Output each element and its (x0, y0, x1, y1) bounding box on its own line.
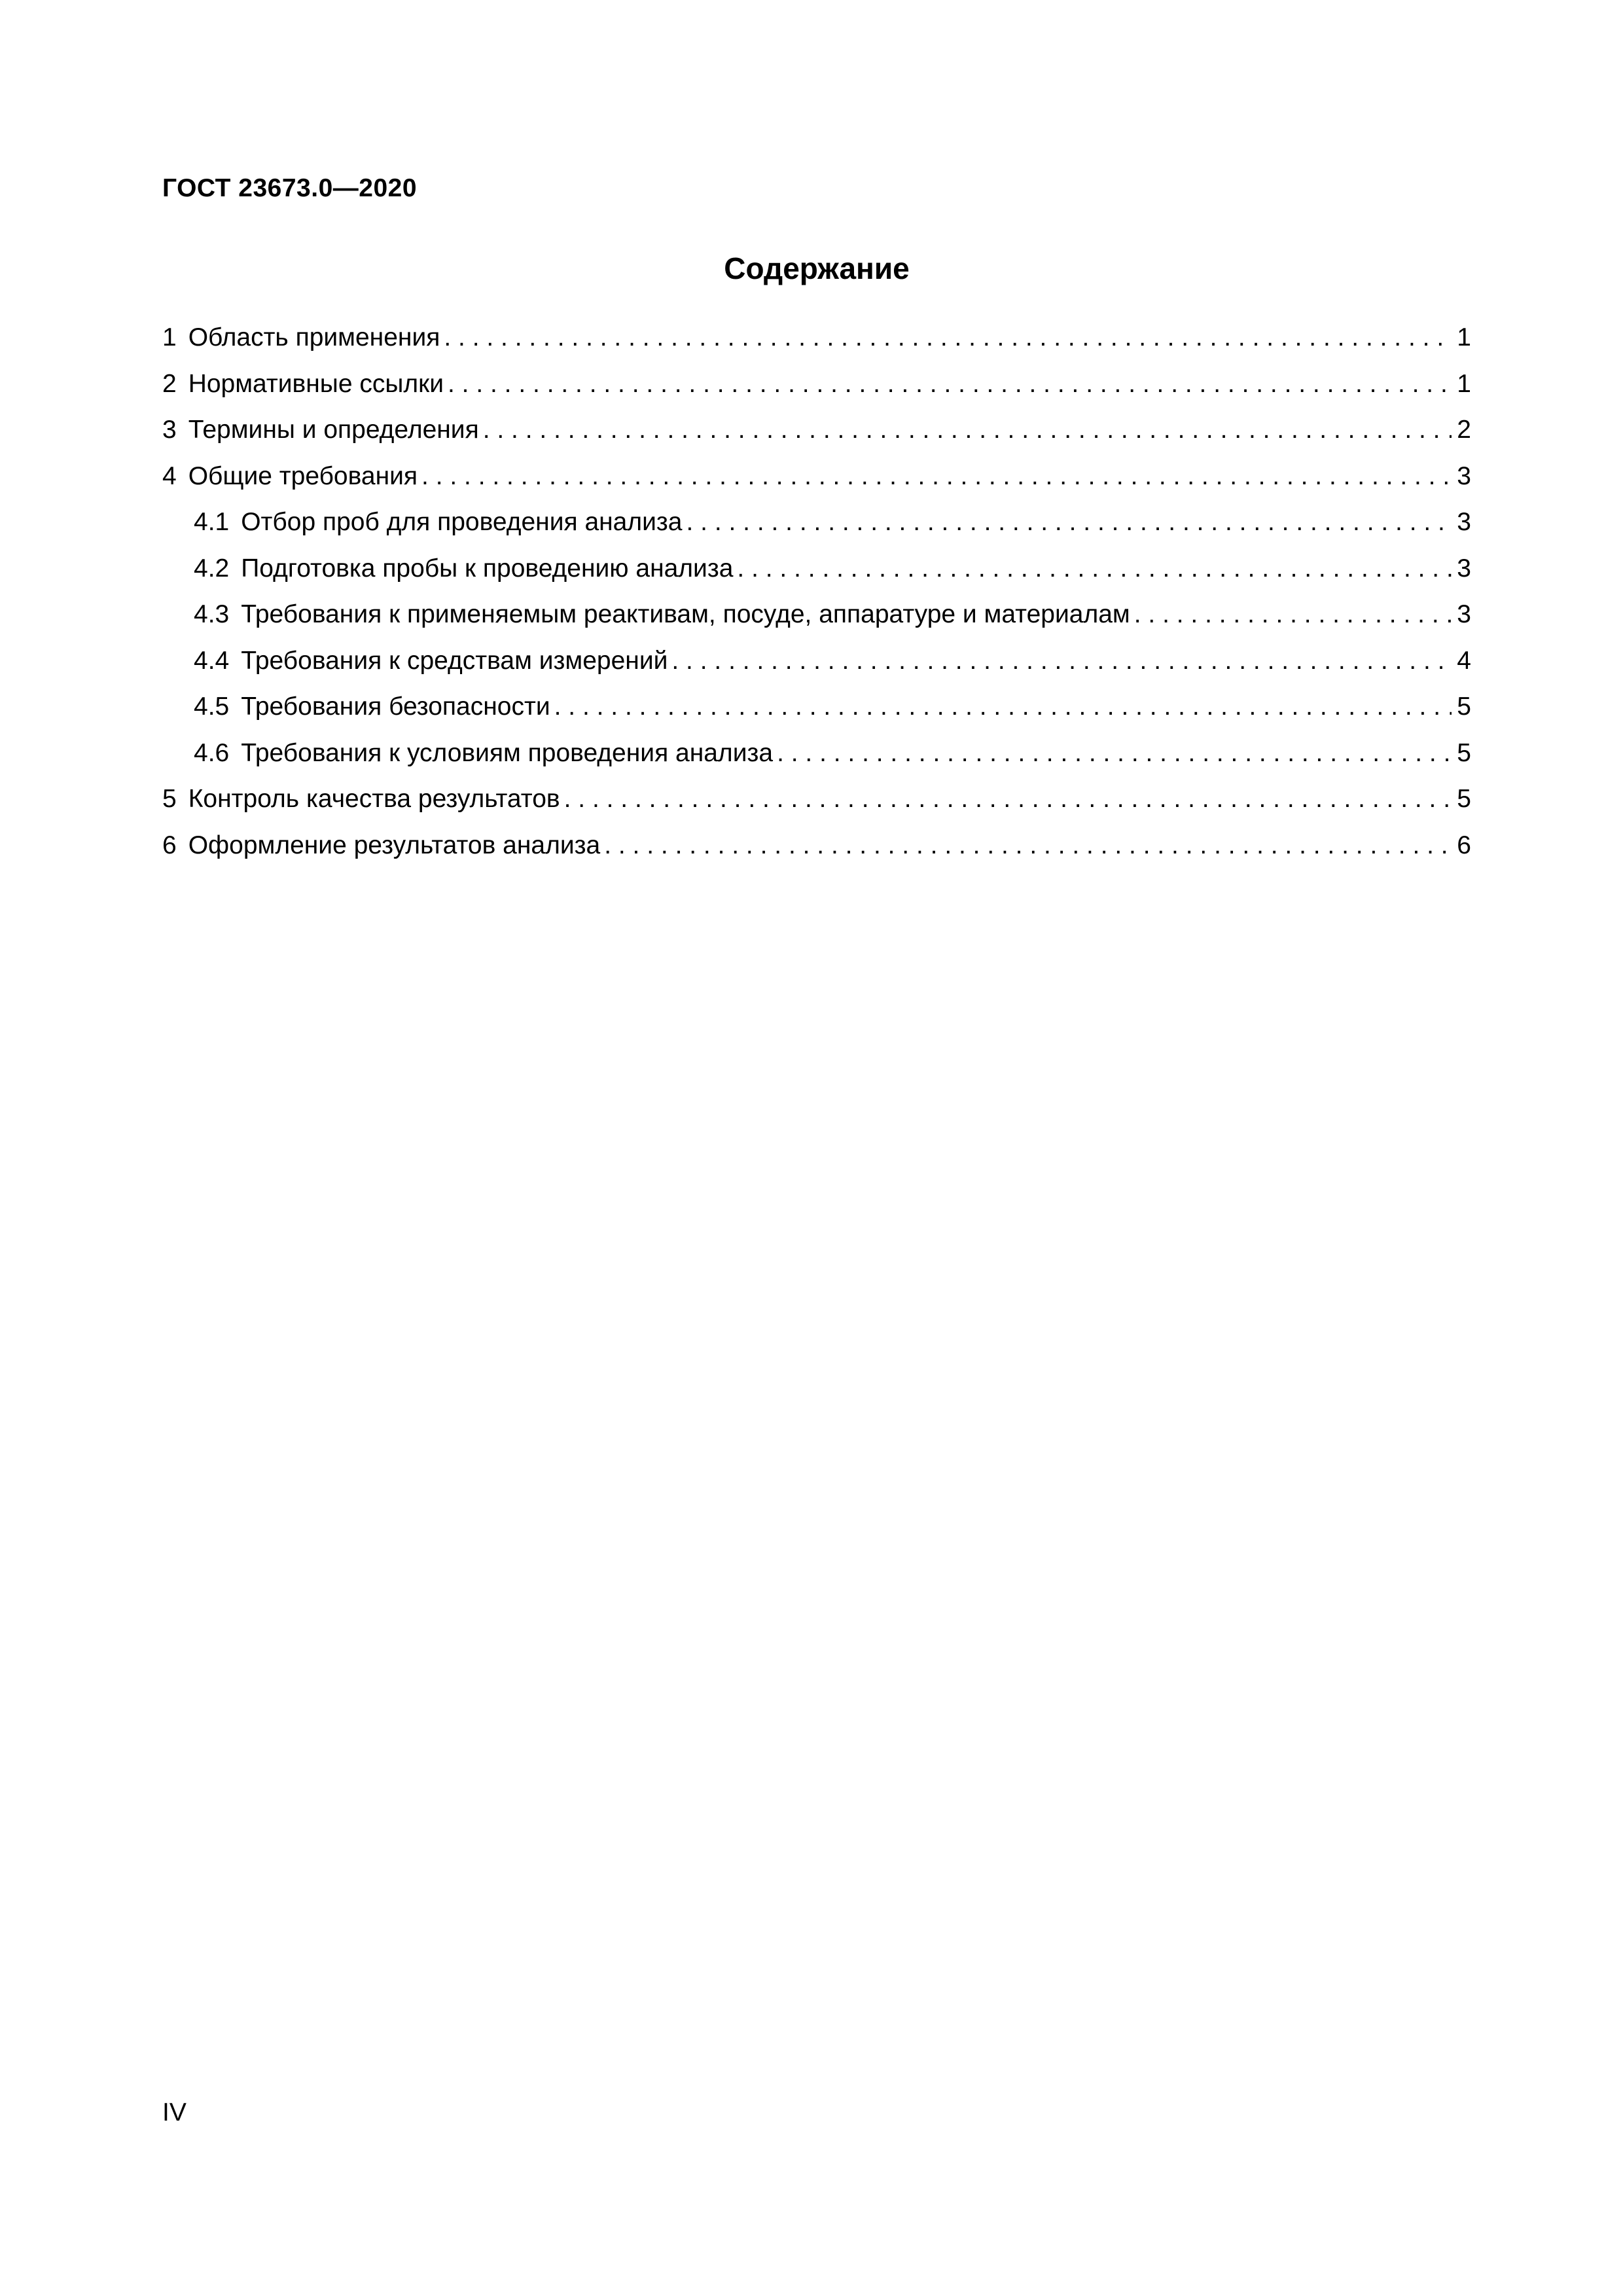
toc-entry-page: 5 (1457, 692, 1471, 721)
toc-entry-page: 5 (1457, 785, 1471, 813)
toc-entry-number: 5 (162, 785, 177, 813)
toc-entry-page: 1 (1457, 323, 1471, 351)
toc-entry[interactable] (162, 507, 1471, 553)
page-number: IV (162, 2098, 187, 2126)
toc-leader-dots (737, 553, 1452, 584)
toc-entry-page: 3 (1457, 554, 1471, 583)
toc-entry-number: 4.1 (194, 508, 230, 536)
toc-entry-title: Контроль качества результатов (188, 785, 560, 813)
toc-leader-dots (421, 461, 1452, 492)
toc-entry-number: 6 (162, 831, 177, 859)
toc-entry[interactable] (162, 599, 1471, 645)
toc-leader-dots (671, 645, 1452, 677)
toc-entry-title: Область применения (188, 323, 440, 351)
toc-leader-dots (444, 322, 1452, 353)
toc-entry-page: 1 (1457, 369, 1471, 398)
toc-leader-dots (686, 507, 1452, 538)
toc-entry[interactable] (162, 830, 1471, 876)
toc-entry[interactable] (162, 368, 1471, 415)
toc-entry-page: 3 (1457, 461, 1471, 490)
toc-entry-page: 4 (1457, 646, 1471, 675)
toc-entry-page: 3 (1457, 508, 1471, 536)
toc-entry-page: 6 (1457, 831, 1471, 859)
toc-entry-number: 1 (162, 323, 177, 351)
toc-entry[interactable] (162, 414, 1471, 461)
document-code: ГОСТ 23673.0—2020 (162, 174, 418, 202)
toc-leader-dots (564, 783, 1452, 815)
toc-entry-page: 2 (1457, 416, 1471, 444)
toc-entry[interactable] (162, 738, 1471, 784)
toc-entry-number: 4.6 (194, 738, 230, 767)
toc-entry-title: Требования безопасности (241, 692, 550, 721)
toc-entry-title: Нормативные ссылки (188, 369, 444, 398)
toc-entry-title: Оформление результатов анализа (188, 831, 601, 859)
toc-leader-dots (554, 691, 1452, 723)
toc-entry-number: 4 (162, 461, 177, 490)
toc-entry-title: Подготовка пробы к проведению анализа (241, 554, 734, 583)
toc-leader-dots (1134, 599, 1452, 630)
toc-entry[interactable] (162, 553, 1471, 600)
toc-entry[interactable] (162, 461, 1471, 507)
toc-leader-dots (483, 414, 1452, 446)
toc-entry-page: 3 (1457, 600, 1471, 628)
toc-entry-number: 4.3 (194, 600, 230, 628)
toc-entry-page: 5 (1457, 738, 1471, 767)
toc-title: Содержание (724, 251, 910, 285)
toc-entry-title: Требования к условиям проведения анализа (241, 738, 774, 767)
toc-entry-number: 3 (162, 416, 177, 444)
toc-entry[interactable] (162, 783, 1471, 830)
toc-entry-title: Отбор проб для проведения анализа (241, 508, 683, 536)
toc-entry-title: Требования к средствам измерений (241, 646, 668, 675)
toc-leader-dots (448, 368, 1452, 400)
toc-entry-title: Требования к применяемым реактивам, посуде, аппаратуре и материалам (241, 600, 1130, 628)
toc-entry-number: 4.2 (194, 554, 230, 583)
toc-entry[interactable] (162, 645, 1471, 692)
toc-entry-number: 2 (162, 369, 177, 398)
toc-entry-title: Термины и определения (188, 416, 479, 444)
toc-entry-number: 4.5 (194, 692, 230, 721)
toc-entry-number: 4.4 (194, 646, 230, 675)
toc-entry-title: Общие требования (188, 461, 418, 490)
table-of-contents (162, 322, 1471, 876)
toc-entry[interactable] (162, 691, 1471, 738)
toc-leader-dots (604, 830, 1452, 861)
toc-leader-dots (777, 738, 1452, 769)
toc-entry[interactable] (162, 322, 1471, 368)
